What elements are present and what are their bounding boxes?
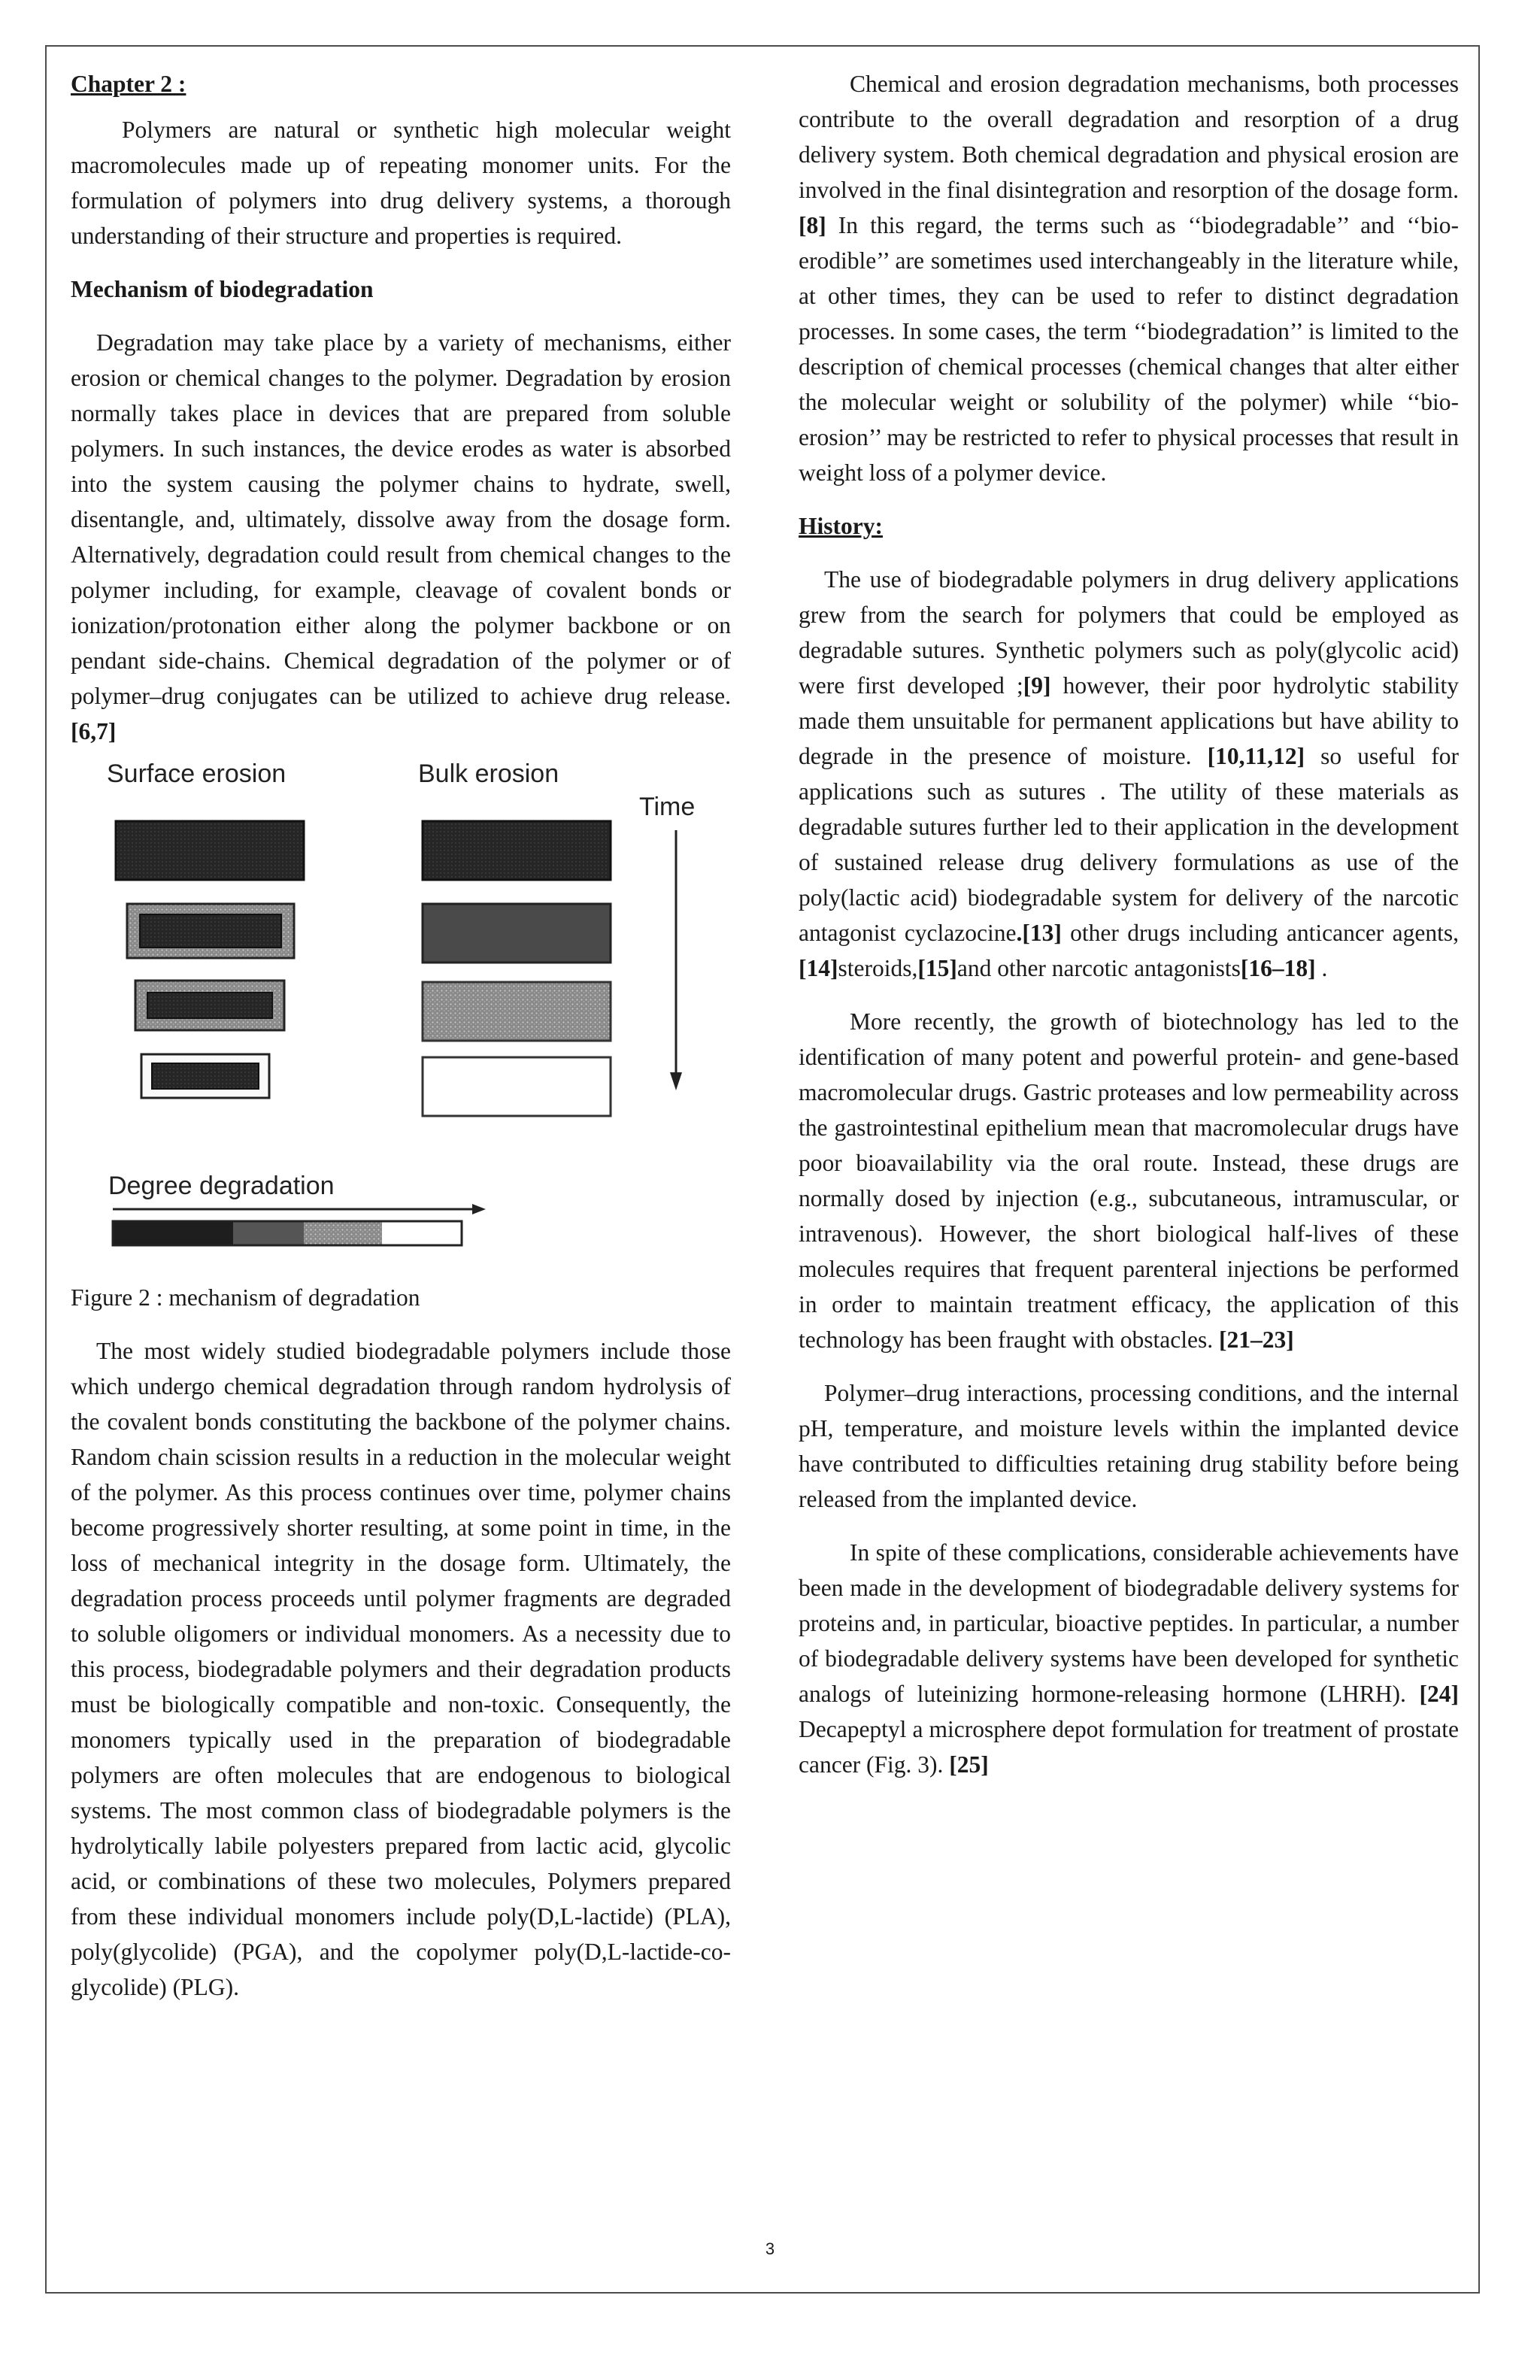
degree-bar-light bbox=[304, 1221, 382, 1245]
figure-caption: Figure 2 : mechanism of degradation bbox=[71, 1284, 420, 1311]
degree-bar-mid bbox=[233, 1221, 304, 1245]
degree-bar-dark bbox=[113, 1221, 233, 1245]
history-paragraph: The use of biodegradable polymers in drug delivery applications grew from the search for polymers that could be employed as degradable sutures. Synthetic polymers such as poly(glycolic acid) were first developed ;[9] however, their poor hydrolytic stability made them unsuitable for permanent applications but have ability to degrade in the presence of moisture. [10,11,12] so useful for applications such as sutures . The utility of these materials as degradable sutures further led to their application in the development of sustained release drug delivery formulations as use of the poly(lactic acid) biodegradable system for delivery of the narcotic antagonist cyclazocine.[13] other drugs including anticancer agents,[14]steroids,[15]and other narcotic antagonists[16–18] . bbox=[799, 566, 1459, 981]
citation: [14] bbox=[799, 955, 838, 981]
surface-block-4-core bbox=[152, 1063, 259, 1089]
mechanism-heading: Mechanism of biodegradation bbox=[71, 276, 374, 302]
bulk-block-1 bbox=[423, 821, 611, 880]
time-arrow-head bbox=[670, 1072, 682, 1090]
citation: [25] bbox=[949, 1751, 989, 1778]
interactions-paragraph: Polymer–drug interactions, processing conditions, and the internal pH, temperature, and moisture levels within the implanted device have contributed to difficulties retaining drug stability before being released from the implanted device. bbox=[799, 1380, 1459, 1512]
right-column bbox=[799, 66, 1459, 1782]
bulk-block-3 bbox=[423, 982, 611, 1041]
degree-bar-white bbox=[382, 1221, 462, 1245]
citation: [10,11,12] bbox=[1207, 743, 1305, 769]
citation: [9] bbox=[1023, 672, 1051, 699]
citation: [15] bbox=[917, 955, 957, 981]
degradation-figure bbox=[71, 755, 731, 1269]
page-number: 3 bbox=[765, 2239, 775, 2258]
bulk-block-4 bbox=[423, 1057, 611, 1116]
mechanism-paragraph: Degradation may take place by a variety of mechanisms, either erosion or chemical changes to the polymer. Degradation by erosion normally takes place in devices that are prepared from soluble polymers. In such instances, the device erodes as water is absorbed into the system causing the polymer chains to hydrate, swell, disentangle, and, ultimately, dissolve away from the dosage form. Alternatively, degradation could result from chemical changes to the polymer including, for example, cleavage of covalent bonds or ionization/protonation either along the polymer backbone or on pendant side-chains. Chemical degradation of the polymer or of polymer–drug conjugates can be utilized to achieve drug release.[6,7] bbox=[71, 329, 731, 744]
history-heading: History: bbox=[799, 513, 883, 539]
surface-erosion-label: Surface erosion bbox=[107, 759, 286, 788]
surface-block-1 bbox=[116, 821, 304, 880]
citation: .[13] bbox=[1016, 920, 1062, 946]
bulk-block-2 bbox=[423, 904, 611, 963]
citation: [21–23] bbox=[1218, 1326, 1294, 1353]
citation: [16–18] bbox=[1240, 955, 1316, 981]
degradation-diagram bbox=[71, 755, 731, 1269]
citation: [6,7] bbox=[71, 718, 117, 744]
intro-paragraph: Polymers are natural or synthetic high molecular weight macromolecules made up of repeating monomer units. For the formulation of polymers into drug delivery systems, a thorough understanding of their structure and properties is required. bbox=[71, 117, 731, 249]
chapter-heading: Chapter 2 : bbox=[71, 71, 186, 97]
citation: [8] bbox=[799, 212, 826, 238]
surface-block-2-core bbox=[140, 914, 281, 947]
left-column bbox=[71, 66, 731, 2005]
bulk-erosion-label: Bulk erosion bbox=[418, 759, 559, 788]
citation: [24] bbox=[1419, 1681, 1459, 1707]
achievements-paragraph: In spite of these complications, considerable achievements have been made in the development of biodegradable delivery systems for proteins and, in particular, bioactive peptides. In particular, a number of biodegradable delivery systems have been developed for synthetic analogs of luteinizing hormone-releasing hormone (LHRH). [24] Decapeptyl a microsphere depot formulation for treatment of prostate cancer (Fig. 3). [25] bbox=[799, 1539, 1459, 1778]
degree-arrow-head bbox=[472, 1204, 486, 1214]
degree-degradation-label: Degree degradation bbox=[108, 1172, 335, 1200]
time-label: Time bbox=[639, 793, 696, 821]
surface-block-3-core bbox=[147, 993, 272, 1018]
recent-paragraph: More recently, the growth of biotechnology has led to the identification of many potent and powerful protein- and gene-based macromolecular drugs. Gastric proteases and low permeability across the gastrointestinal epithelium mean that macromolecular drugs have poor bioavailability via the oral route. Instead, these drugs are normally dosed by injection (e.g., subcutaneous, intramuscular, or intravenous). However, the short biological half-lives of these molecules requires that frequent parenteral injections be performed in order to maintain treatment efficacy, the application of this technology has been fraught with obstacles. [21–23] bbox=[799, 1008, 1459, 1353]
chemical-erosion-paragraph: Chemical and erosion degradation mechanisms, both processes contribute to the overall degradation and resorption of a drug delivery system. Both chemical degradation and physical erosion are involved in the final disintegration and resorption of the dosage form.[8] In this regard, the terms such as ‘‘biodegradable’’ and ‘‘bio-erodible’’ are sometimes used interchangeably in the literature while, at other times, they can be used to refer to distinct degradation processes. In some cases, the term ‘‘biodegradation’’ is limited to the description of chemical processes (chemical changes that alter either the molecular weight or solubility of the polymer) while ‘‘bio-erosion’’ may be restricted to refer to physical processes that result in weight loss of a polymer device. bbox=[799, 71, 1459, 486]
widely-studied-paragraph: The most widely studied biodegradable polymers include those which undergo chemical degradation through random hydrolysis of the covalent bonds constituting the backbone of the polymer chains. Random chain scission results in a reduction in the molecular weight of the polymer. As this process continues over time, polymer chains become progressively shorter resulting, at some point in time, in the loss of mechanical integrity in the dosage form. Ultimately, the degradation process proceeds until polymer fragments are degraded to soluble oligomers or individual monomers. As a necessity due to this process, biodegradable polymers and their degradation products must be biologically compatible and non-toxic. Consequently, the monomers typically used in the preparation of biodegradable polymers are often molecules that are endogenous to biological systems. The most common class of biodegradable polymers is the hydrolytically labile polyesters prepared from lactic acid, glycolic acid, or combinations of these two molecules, Polymers prepared from these individual monomers include poly(D,L-lactide) (PLA), poly(glycolide) (PGA), and the copolymer poly(D,L-lactide-co-glycolide) (PLG). bbox=[71, 1338, 731, 2000]
